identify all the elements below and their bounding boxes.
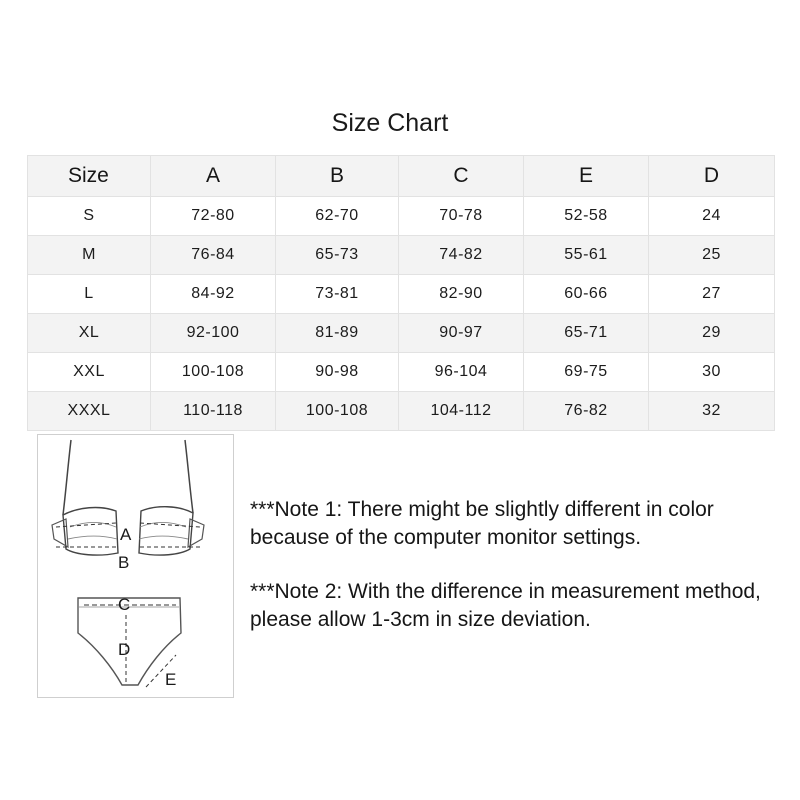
value-cell: 82-90 [399,275,524,314]
value-cell: 90-97 [399,314,524,353]
value-cell: 32 [649,392,775,431]
value-cell: 70-78 [399,197,524,236]
value-cell: 55-61 [524,236,649,275]
measure-line-a-right [140,523,200,527]
right-cup [139,507,193,555]
size-cell: XXL [28,353,151,392]
label-b: B [118,553,130,572]
value-cell: 74-82 [399,236,524,275]
page-title: Size Chart [331,109,449,137]
size-cell: XXXL [28,392,151,431]
note-1: ***Note 1: There might be slightly different in color because of the computer monitor settings. [250,498,714,549]
notes-section [250,496,780,660]
bikini-measurement-illustration [38,435,233,697]
table-row [28,197,775,236]
left-strap [63,440,71,515]
value-cell: 29 [649,314,775,353]
table-row [28,353,775,392]
value-cell: 84-92 [151,275,276,314]
value-cell: 81-89 [276,314,399,353]
note-2: ***Note 2: With the difference in measurement method, please allow 1-3cm in size deviation. [250,580,761,631]
table-row [28,275,775,314]
value-cell: 30 [649,353,775,392]
size-table [27,155,775,431]
value-cell: 76-82 [524,392,649,431]
measurement-diagram [37,434,234,698]
table-row [28,236,775,275]
label-e: E [165,670,177,689]
label-c: C [118,595,131,614]
header-cell-d: D [649,156,775,197]
header-cell-e: E [524,156,649,197]
value-cell: 25 [649,236,775,275]
size-cell: XL [28,314,151,353]
value-cell: 110-118 [151,392,276,431]
size-cell: S [28,197,151,236]
table-row [28,392,775,431]
value-cell: 69-75 [524,353,649,392]
header-cell-b: B [276,156,399,197]
header-cell-a: A [151,156,276,197]
value-cell: 73-81 [276,275,399,314]
label-a: A [120,525,132,544]
label-d: D [118,640,131,659]
value-cell: 100-108 [276,392,399,431]
value-cell: 27 [649,275,775,314]
value-cell: 62-70 [276,197,399,236]
header-cell-c: C [399,156,524,197]
value-cell: 60-66 [524,275,649,314]
value-cell: 65-71 [524,314,649,353]
value-cell: 92-100 [151,314,276,353]
left-cup-seam-lower [68,536,117,539]
table-header-row [28,156,775,197]
value-cell: 65-73 [276,236,399,275]
header-cell-size: Size [28,156,151,197]
value-cell: 72-80 [151,197,276,236]
value-cell: 96-104 [399,353,524,392]
value-cell: 24 [649,197,775,236]
right-strap [185,440,193,513]
table-row [28,314,775,353]
value-cell: 104-112 [399,392,524,431]
value-cell: 100-108 [151,353,276,392]
value-cell: 76-84 [151,236,276,275]
size-cell: M [28,236,151,275]
value-cell: 90-98 [276,353,399,392]
left-cup [63,508,118,556]
value-cell: 52-58 [524,197,649,236]
measure-line-a [56,523,116,527]
size-cell: L [28,275,151,314]
right-cup-seam-lower [139,536,188,539]
